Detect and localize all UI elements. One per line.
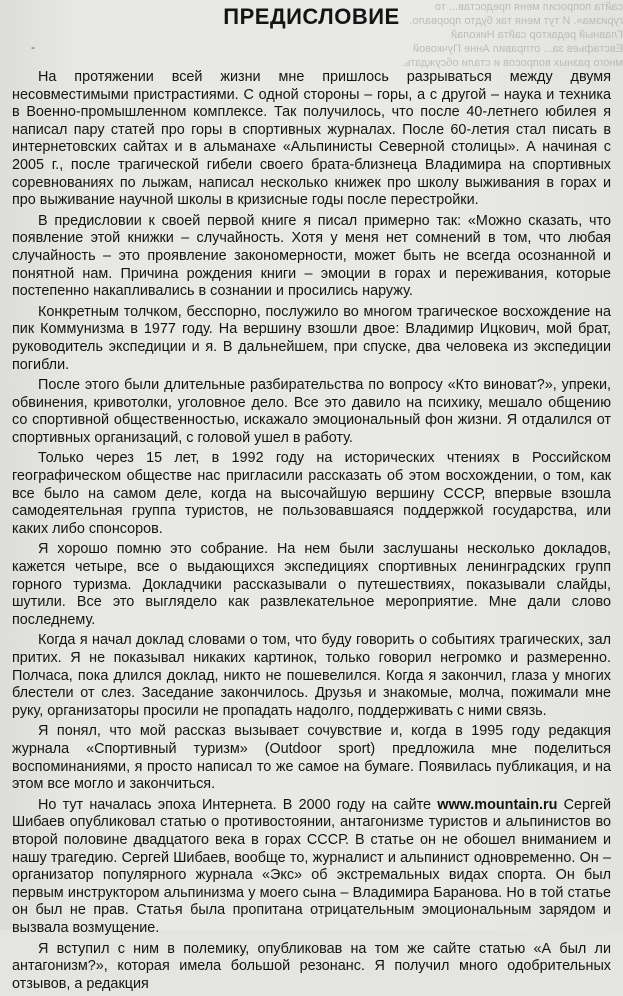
bleed-through-text: сайта попросил меня предостав... то гуризма». И тут меня так будто прорвало. Главный редактор сайта Николай Евстафьев за... отправил Анне Пучковой много разных вопросов и стали обсуждать.: [401, 1, 623, 69]
paragraph-1: На протяжении всей жизни мне пришлось разрываться между двумя несовместимыми пристрастиями. С одной стороны – горы, а с другой – наука и техника в Военно-промышленном комплексе. Так получилось, что после 40-летнего юбилея я написал пару статей про горы в спортивных журналах. После 60-летия стал писать в интернетовских сайтах и в альманахе «Альпинисты Северной столицы». А начиная с 2005 г., после трагической гибели своего брата-близнеца Владимира на спортивных соревнованиях по лыжам, написал несколько книжек про школу выживания в горах и про выживание научной школы в кризисные годы после перестройки.: [12, 69, 611, 209]
paragraph-8: Я понял, что мой рассказ вызывает сочувствие и, когда в 1995 году редакция журнала «Спортивный туризм» (Outdoor sport) предложила мне поделиться воспоминаниями, я просто написал то же самое на бумаге. Появилась публикация, и на этом все могло и закончиться.: [12, 723, 611, 793]
paragraph-7: Когда я начал доклад словами о том, что буду говорить о событиях трагических, зал притих. Я не показывал никаких картинок, только говорил негромко и размеренно. Полчаса, пока длился доклад, никто не пошевелился. Когда я закончил, глаза у многих блестели от слез. Заседание закончилось. Друзья и знакомые, молча, пожимали мне руку, организаторы просили не пропадать надолго, поддерживать с ними связь.: [12, 632, 611, 719]
paragraph-5: Только через 15 лет, в 1992 году на исторических чтениях в Российском географическом обществе нас пригласили рассказать об этом восхождении, о том, как все было на самом деле, когда на высочайшую вершину СССР, впервые взошла самодеятельная группа туристов, не пользовавшаяся поддержкой государства, или каких либо спонсоров.: [12, 450, 611, 537]
body-text: [12, 69, 611, 996]
paragraph-3: Конкретным толчком, бесспорно, послужило во многом трагическое восхождение на пик Коммунизма в 1977 году. На вершину взошли двое: Владимир Ицкович, мой брат, руководитель экспедиции и я. В дальнейшем, при спуске, два человека из экспедиции погибли.: [12, 303, 611, 373]
website-link-text: www.mountain.ru: [437, 796, 558, 813]
paragraph-4: После этого были длительные разбирательства по вопросу «Кто виноват?», упреки, обвинения, кривотолки, уголовное дело. Все это давило на психику, мешало общению со спортивной общественностью, искажало эмоциональный фон жизни. Я отдалился от спортивных организаций, с головой ушел в работу.: [12, 377, 611, 446]
paragraph-9: Но тут началась эпоха Интернета. В 2000 году на сайте www.mountain.ru Сергей Шибаев опубликовал статью о противостоянии, антагонизме туристов и альпинистов во второй половине двадцатого века в горах СССР. В статье он не обошел вниманием и нашу трагедию. Сергей Шибаев, вообще то, журналист и альпинист одновременно. Он – организатор популярного журнала «Экс» об экстремальных видах спорта. Он был первым инструктором альпинизма у моего сына – Владимира Баранова. Но в той статье он был не прав. Статья была пропитана отрицательным эмоциональным зарядом и вызвала возмущение.: [12, 796, 612, 936]
margin-dash: -: [31, 40, 35, 54]
paragraph-10: Я вступил с ним в полемику, опубликовав на том же сайте статью «А был ли антагонизм?», которая имела большой резонанс. Я получил много одобрительных отзывов, а редакция: [12, 940, 611, 992]
paragraph-2: В предисловии к своей первой книге я писал примерно так: «Можно сказать, что появление этой книжки – случайность. Хотя у меня нет сомнений в том, что любая случайность – это проявление закономерности, может быть не всегда осознанной и понятной нам. Причина рождения книги – эмоции в горах и переживания, которые постепенно накапливались в сознании и просились наружу.: [12, 212, 611, 300]
paragraph-6: Я хорошо помню это собрание. На нем были заслушаны несколько докладов, кажется четыре, все о выдающихся экспедициях спортивных ленинградских групп горного туризма. Докладчики рассказывали о путешествиях, показывали слайды, шутили. Все это выглядело как развлекательное мероприятие. Мне дали слово последнему.: [12, 541, 611, 628]
page-title: ПРЕДИСЛОВИЕ: [223, 4, 400, 29]
